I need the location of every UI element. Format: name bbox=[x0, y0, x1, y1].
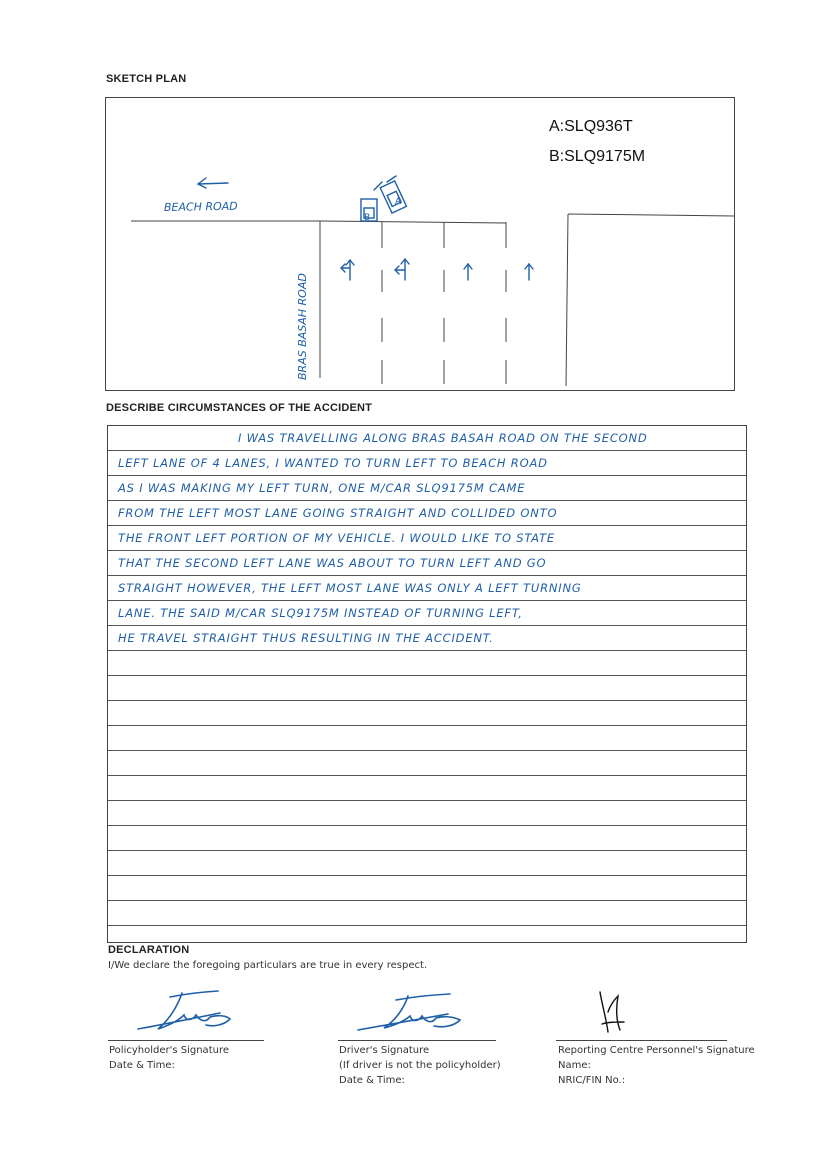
beach-road-arrow bbox=[198, 183, 228, 184]
sketch-drawing bbox=[106, 98, 734, 390]
statement-line-3: AS I WAS MAKING MY LEFT TURN, ONE M/CAR SLQ9175M CAME bbox=[118, 481, 526, 495]
lane-arrow-1 bbox=[341, 260, 354, 280]
vehicle-b-plate: B:SLQ9175M bbox=[549, 148, 646, 165]
ruled-line bbox=[108, 600, 746, 601]
declaration-heading: DECLARATION bbox=[108, 944, 190, 956]
ruled-line bbox=[108, 725, 746, 726]
personnel-signature-line bbox=[556, 1040, 727, 1041]
vehicle-a-plate: A:SLQ936T bbox=[549, 118, 633, 135]
car-a-tag: A bbox=[395, 197, 402, 207]
declaration-text: I/We declare the foregoing particulars are true in every respect. bbox=[108, 960, 428, 971]
personnel-signature-image bbox=[592, 988, 632, 1036]
driver-signature-image bbox=[352, 988, 472, 1038]
lane-arrow-2 bbox=[395, 259, 409, 280]
driver-signature-line bbox=[338, 1040, 496, 1041]
ruled-line bbox=[108, 800, 746, 801]
policyholder-signature-image bbox=[130, 985, 245, 1040]
personnel-signature-label: Reporting Centre Personnel's Signature bbox=[558, 1045, 755, 1056]
ruled-line bbox=[108, 775, 746, 776]
junction-stop-line bbox=[321, 221, 506, 223]
bras-basah-edge-right bbox=[566, 214, 568, 386]
policyholder-signature-label: Policyholder's Signature bbox=[109, 1045, 229, 1056]
ruled-line bbox=[108, 700, 746, 701]
statement-line-5: THE FRONT LEFT PORTION OF MY VEHICLE. I WOULD LIKE TO STATE bbox=[118, 531, 555, 545]
driver-signature-block bbox=[339, 1043, 501, 1088]
statement-line-6: THAT THE SECOND LEFT LANE WAS ABOUT TO TURN LEFT AND GO bbox=[118, 556, 547, 570]
beach-road-edge-right bbox=[568, 214, 734, 216]
bras-basah-road-label: BRAS BASAH ROAD bbox=[296, 273, 309, 380]
personnel-name: Name: bbox=[558, 1060, 591, 1071]
ruled-line bbox=[108, 875, 746, 876]
ruled-line bbox=[108, 650, 746, 651]
car-a-shape bbox=[380, 181, 406, 213]
beach-road-arrow-head bbox=[198, 178, 206, 188]
sketch-plan-area bbox=[105, 97, 735, 391]
ruled-line bbox=[108, 850, 746, 851]
ruled-line bbox=[108, 500, 746, 501]
driver-date-time: Date & Time: bbox=[339, 1075, 405, 1086]
statement-line-9: HE TRAVEL STRAIGHT THUS RESULTING IN THE ACCIDENT. bbox=[118, 631, 494, 645]
beach-road-label: BEACH ROAD bbox=[163, 199, 238, 214]
statement-line-4: FROM THE LEFT MOST LANE GOING STRAIGHT AND COLLIDED ONTO bbox=[118, 506, 558, 520]
car-b-tag: B bbox=[364, 213, 371, 223]
ruled-line bbox=[108, 825, 746, 826]
personnel-nric: NRIC/FIN No.: bbox=[558, 1075, 626, 1086]
policyholder-signature-line bbox=[108, 1040, 264, 1041]
policyholder-signature-block bbox=[109, 1043, 229, 1073]
statement-line-8: LANE. THE SAID M/CAR SLQ9175M INSTEAD OF TURNING LEFT, bbox=[118, 606, 523, 620]
ruled-line bbox=[108, 550, 746, 551]
sketch-plan-heading: SKETCH PLAN bbox=[106, 73, 187, 85]
statement-line-2: LEFT LANE OF 4 LANES, I WANTED TO TURN LEFT TO BEACH ROAD bbox=[118, 456, 548, 470]
ruled-line bbox=[108, 525, 746, 526]
statement-line-7: STRAIGHT HOWEVER, THE LEFT MOST LANE WAS ONLY A LEFT TURNING bbox=[118, 581, 582, 595]
ruled-line bbox=[108, 625, 746, 626]
circumstances-writing-area bbox=[107, 425, 747, 943]
policyholder-date-time: Date & Time: bbox=[109, 1060, 175, 1071]
driver-signature-label: Driver's Signature bbox=[339, 1045, 430, 1056]
ruled-line bbox=[108, 900, 746, 901]
driver-signature-note: (If driver is not the policyholder) bbox=[339, 1060, 501, 1071]
statement-line-1: I WAS TRAVELLING ALONG BRAS BASAH ROAD ON THE SECOND bbox=[238, 431, 648, 445]
ruled-line bbox=[108, 750, 746, 751]
ruled-line bbox=[108, 475, 746, 476]
ruled-line bbox=[108, 450, 746, 451]
ruled-line bbox=[108, 925, 746, 926]
personnel-signature-block bbox=[558, 1043, 755, 1088]
ruled-line bbox=[108, 575, 746, 576]
circumstances-heading: DESCRIBE CIRCUMSTANCES OF THE ACCIDENT bbox=[106, 402, 373, 414]
ruled-line bbox=[108, 675, 746, 676]
lane-arrow-4 bbox=[525, 264, 533, 280]
lane-arrow-3 bbox=[464, 264, 472, 280]
